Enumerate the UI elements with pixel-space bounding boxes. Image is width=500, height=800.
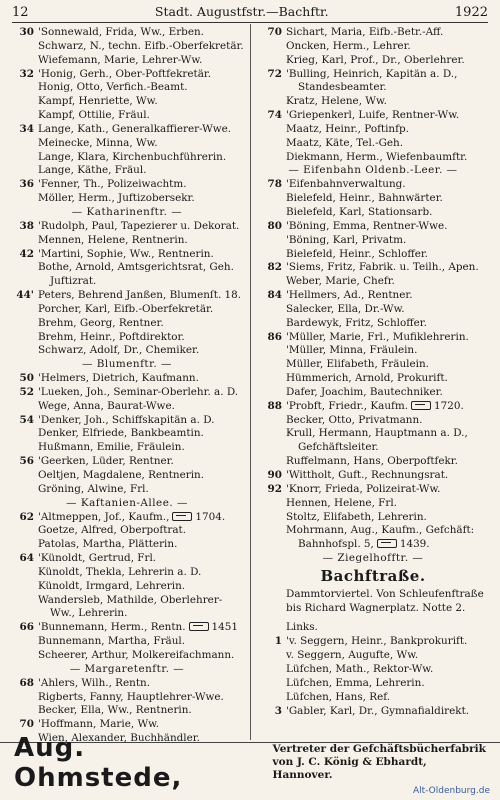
directory-entry	[256, 137, 490, 151]
entry-text: 'Böning, Karl, Privatm.	[286, 233, 407, 246]
entry-text: 'Hoffmann, Marie, Ww.	[38, 718, 160, 731]
entry-text: 'Bulling, Heinrich, Kapitän a. D.,	[286, 67, 458, 80]
left-column	[8, 26, 246, 746]
house-number: 44'	[16, 289, 34, 302]
directory-entry	[8, 137, 246, 151]
directory-entry	[8, 566, 246, 580]
directory-entry	[8, 68, 246, 82]
directory-entry	[256, 261, 490, 275]
street-divider: — Kaftanien-Allee. —	[66, 496, 188, 509]
entry-text: Bothe, Arnold, Amtsgerichtsrat, Geh.	[38, 261, 234, 274]
directory-entry	[256, 663, 490, 677]
ad-line: Vertreter der Gefchäftsbücherfabrik	[272, 743, 486, 755]
directory-entry	[256, 26, 490, 40]
entry-text: Brehm, Heinr., Poftdirektor.	[38, 330, 185, 343]
directory-entry	[256, 497, 490, 511]
directory-entry	[256, 109, 490, 123]
directory-entry	[256, 511, 490, 525]
entry-text: 'Denker, Joh., Schiffskapitän a. D.	[38, 413, 215, 426]
entry-text: Mennen, Helene, Rentnerin.	[38, 233, 188, 246]
directory-entry	[8, 317, 246, 331]
house-number: 56	[19, 455, 34, 468]
house-number: 66	[19, 621, 34, 634]
entry-text: Mohrmann, Aug., Kaufm., Gefchäft:	[286, 524, 475, 537]
entry-text: Maatz, Käte, Tel.-Geh.	[286, 136, 404, 149]
directory-entry	[8, 704, 246, 718]
directory-entry	[8, 511, 246, 525]
house-number: 64	[19, 552, 34, 565]
entry-text: Hennen, Helene, Frl.	[286, 496, 397, 509]
directory-entry	[256, 234, 490, 248]
entry-text: Wandersleb, Mathilde, Oberlehrer-	[38, 593, 223, 606]
house-number: 80	[267, 219, 282, 232]
header-rule	[12, 22, 488, 23]
entry-text: 'Helmers, Dietrich, Kaufmann.	[38, 372, 199, 385]
ad-company-name: Aug. Ohmstede,	[14, 732, 183, 793]
street-section-title: Bachftraße.	[320, 566, 426, 585]
entry-text: 'Lueken, Joh., Seminar-Oberlehr. a. D.	[38, 385, 239, 398]
directory-entry	[256, 192, 490, 206]
directory-entry	[256, 151, 490, 165]
entry-text: Möller, Herm., Juftizobersekr.	[38, 192, 195, 205]
directory-entry	[256, 621, 490, 635]
directory-entry	[256, 123, 490, 137]
directory-entry	[8, 718, 246, 732]
directory-entry	[8, 538, 246, 552]
directory-entry	[8, 621, 246, 635]
house-number: 70	[19, 718, 34, 731]
telephone-icon	[189, 622, 209, 631]
entry-text: Lange, Klara, Kirchenbuchführerin.	[38, 150, 227, 163]
entry-text: Krieg, Karl, Prof., Dr., Oberlehrer.	[286, 53, 465, 66]
street-divider: — Eifenbahn Oldenb.-Leer. —	[288, 164, 458, 177]
ad-description	[273, 743, 486, 782]
entry-text: Rigberts, Fanny, Hauptlehrer-Wwe.	[38, 690, 224, 703]
entry-text: Salecker, Ella, Dr.-Ww.	[286, 302, 405, 315]
house-number: 1	[274, 635, 282, 648]
entry-text: 'Ahlers, Wilh., Rentn.	[38, 676, 151, 689]
entry-text: bis Richard Wagnerplatz. Notte 2.	[286, 601, 466, 614]
entry-text: Links.	[286, 621, 318, 634]
directory-entry	[256, 386, 490, 400]
directory-entry	[8, 455, 246, 469]
entry-continuation	[8, 275, 246, 289]
directory-entry	[256, 68, 490, 82]
entry-text: Bielefeld, Karl, Stationsarb.	[286, 205, 433, 218]
entry-text: Porcher, Karl, Eifb.-Oberfekretär.	[38, 302, 214, 315]
house-number: 84	[267, 289, 282, 302]
entry-text: Ww., Lehrerin.	[50, 607, 128, 620]
entry-text: 'Künoldt, Gertrud, Frl.	[38, 552, 157, 565]
entry-text: 'Sonnewald, Frida, Ww., Erben.	[38, 26, 204, 38]
entry-text: Peters, Behrend Janßen, Blumenſt. 18.	[38, 289, 242, 302]
entry-text: Schwarz, Adolf, Dr., Chemiker.	[38, 344, 200, 357]
entry-text: 'Honig, Gerh., Ober-Poftfekretär.	[38, 67, 212, 80]
entry-text: Lange, Käthe, Fräul.	[38, 164, 147, 177]
page-year: 1922	[454, 5, 488, 20]
entry-text: 'Bunnemann, Herm., Rentn.	[38, 621, 186, 634]
ad-line: von J. C. König & Ebhardt, Hannover.	[272, 756, 427, 781]
house-number: 42	[19, 247, 34, 260]
directory-entry	[8, 220, 246, 234]
directory-entry	[8, 552, 246, 566]
directory-entry	[256, 588, 490, 602]
entry-text: Sichart, Maria, Eifb.-Betr.-Aff.	[286, 26, 444, 38]
entry-text: Weber, Marie, Chefr.	[286, 275, 395, 288]
entry-text: 'Müller, Marie, Frl., Mufiklehrerin.	[286, 330, 469, 343]
house-number: 54	[19, 413, 34, 426]
telephone-icon	[172, 512, 192, 521]
directory-entry	[8, 26, 246, 40]
page-header	[12, 4, 488, 22]
house-number: 72	[267, 67, 282, 80]
directory-entry	[8, 441, 246, 455]
entry-text: Kratz, Helene, Ww.	[286, 95, 387, 108]
entry-continuation	[8, 607, 246, 621]
entry-text: Stoltz, Elifabeth, Lehrerin.	[286, 510, 427, 523]
directory-entry	[256, 248, 490, 262]
directory-entry	[8, 261, 246, 275]
directory-entry	[8, 40, 246, 54]
directory-entry	[8, 54, 246, 68]
watermark-text: Alt-Oldenburg.de	[412, 786, 490, 796]
entry-text: Becker, Ella, Ww., Rentnerin.	[38, 704, 192, 717]
directory-entry	[8, 248, 246, 262]
entry-text: Künoldt, Thekla, Lehrerin a. D.	[38, 565, 202, 578]
entry-text: Bielefeld, Heinr., Schloffer.	[286, 247, 428, 260]
entry-text: Bahnhofspl. 5,	[298, 538, 374, 551]
directory-entry	[8, 483, 246, 497]
house-number: 82	[267, 261, 282, 274]
directory-entry	[8, 289, 246, 303]
entry-text: Lüfchen, Hans, Ref.	[286, 690, 391, 703]
directory-entry	[256, 317, 490, 331]
directory-entry	[8, 123, 246, 137]
entry-text: Becker, Otto, Privatmann.	[286, 413, 423, 426]
telephone-icon	[411, 401, 431, 410]
directory-entry	[256, 289, 490, 303]
directory-entry	[256, 275, 490, 289]
entry-text: 'Altmeppen, Jof., Kaufm.,	[38, 510, 170, 523]
entry-text: 'Gabler, Karl, Dr., Gymnafialdirekt.	[286, 704, 470, 717]
entry-text: Schwarz, N., techn. Eifb.-Oberfekretär.	[38, 39, 244, 52]
house-number: 62	[19, 510, 34, 523]
directory-entry	[8, 691, 246, 705]
house-number: 88	[267, 399, 282, 412]
entry-text: 'Siems, Fritz, Fabrik. u. Teilh., Apen.	[286, 261, 479, 274]
house-number: 86	[267, 330, 282, 343]
directory-entry	[256, 649, 490, 663]
directory-entry	[8, 303, 246, 317]
house-number: 34	[19, 122, 34, 135]
entry-text: Hußmann, Emilie, Fräulein.	[38, 441, 185, 454]
directory-entry	[256, 372, 490, 386]
entry-text: Honig, Otto, Verfich.-Beamt.	[38, 81, 188, 94]
entry-continuation	[256, 538, 490, 552]
entry-text: Maatz, Heinr., Poftinfp.	[286, 122, 409, 135]
entry-text: Juftizrat.	[50, 275, 97, 288]
entry-text: 'Geerken, Lüder, Rentner.	[38, 455, 174, 468]
entry-text: Gröning, Alwine, Frl.	[38, 482, 149, 495]
house-number: 36	[19, 178, 34, 191]
entry-text: Oeltjen, Magdalene, Rentnerin.	[38, 469, 205, 481]
directory-entry	[8, 580, 246, 594]
directory-entry	[8, 594, 246, 608]
house-number: 78	[267, 178, 282, 191]
entry-text: Kampf, Henriette, Ww.	[38, 95, 158, 108]
entry-text: 'Müller, Minna, Fräulein.	[286, 344, 418, 357]
street-divider: — Ziegelhofftr. —	[322, 552, 424, 565]
phone-number: 1720.	[434, 399, 464, 412]
directory-entry	[256, 455, 490, 469]
directory-entry	[8, 178, 246, 192]
house-number: 50	[19, 372, 34, 385]
directory-entry	[8, 81, 246, 95]
entry-text: Hümmerich, Arnold, Prokurift.	[286, 372, 448, 385]
entry-text: Bunnemann, Martha, Fräul.	[38, 635, 186, 648]
directory-entry	[8, 95, 246, 109]
column-divider	[250, 24, 251, 740]
entry-text: 'Eifenbahnverwaltung.	[286, 178, 406, 191]
entry-text: 'Fenner, Th., Polizeiwachtm.	[38, 178, 187, 191]
directory-entry	[8, 469, 246, 483]
directory-entry	[256, 220, 490, 234]
directory-entry	[256, 400, 490, 414]
directory-entry	[256, 358, 490, 372]
entry-text: Meinecke, Minna, Ww.	[38, 136, 158, 149]
directory-entry	[256, 705, 490, 719]
street-divider: — Blumenftr. —	[82, 358, 172, 371]
entry-text: Denker, Elfriede, Bankbeamtin.	[38, 427, 204, 440]
directory-entry	[256, 602, 490, 616]
directory-entry	[256, 427, 490, 441]
entry-text: Scheerer, Arthur, Molkereifachmann.	[38, 648, 235, 661]
phone-number: 1439.	[399, 538, 430, 551]
house-number: 68	[19, 676, 34, 689]
right-column	[256, 26, 490, 718]
directory-entry	[256, 677, 490, 691]
entry-text: Krull, Hermann, Hauptmann a. D.,	[286, 427, 468, 440]
directory-entry	[256, 469, 490, 483]
entry-text: 'Böning, Emma, Rentner-Wwe.	[286, 219, 448, 232]
house-number: 32	[19, 67, 34, 80]
house-number: 38	[19, 219, 34, 232]
entry-text: Künoldt, Irmgard, Lehrerin.	[38, 579, 186, 592]
house-number: 3	[274, 704, 282, 717]
directory-entry	[8, 151, 246, 165]
entry-text: 'Probft, Friedr., Kaufm.	[286, 399, 409, 412]
page-number: 12	[12, 5, 29, 20]
directory-entry	[8, 109, 246, 123]
directory-entry	[256, 331, 490, 345]
entry-text: v. Seggern, Augufte, Ww.	[286, 649, 419, 662]
house-number: 52	[19, 385, 34, 398]
entry-text: Bielefeld, Heinr., Bahnwärter.	[286, 192, 443, 205]
entry-text: Müller, Elifabeth, Fräulein.	[286, 358, 429, 371]
directory-entry	[256, 344, 490, 358]
entry-text: Lange, Kath., Generalkaffierer-Wwe.	[38, 122, 232, 135]
directory-entry	[256, 40, 490, 54]
entry-text: Wiefemann, Marie, Lehrer-Ww.	[38, 53, 203, 66]
entry-text: Patolas, Martha, Plätterin.	[38, 538, 178, 551]
house-number: 92	[267, 482, 282, 495]
house-number: 74	[267, 109, 282, 122]
directory-entry	[256, 414, 490, 428]
directory-entry	[8, 400, 246, 414]
directory-entry	[8, 192, 246, 206]
entry-text: 'Hellmers, Ad., Rentner.	[286, 289, 413, 302]
directory-entry	[256, 635, 490, 649]
directory-entry	[8, 164, 246, 178]
entry-text: Ruffelmann, Hans, Oberpoftfekr.	[286, 455, 458, 468]
entry-continuation	[256, 81, 490, 95]
directory-entry	[256, 178, 490, 192]
entry-continuation	[256, 441, 490, 455]
directory-entry	[8, 414, 246, 428]
entry-text: Wien, Alexander, Buchhändler.	[38, 732, 200, 745]
telephone-icon	[377, 539, 397, 548]
house-number: 90	[267, 469, 282, 481]
entry-text: Oncken, Herm., Lehrer.	[286, 39, 411, 52]
entry-text: Lüfchen, Math., Rektor-Ww.	[286, 662, 434, 675]
directory-entry	[256, 303, 490, 317]
directory-entry	[8, 524, 246, 538]
directory-entry	[8, 677, 246, 691]
directory-entry	[8, 427, 246, 441]
entry-text: Bardewyk, Fritz, Schloffer.	[286, 316, 427, 329]
entry-text: Dammtorviertel. Von Schleufenftraße	[286, 587, 484, 600]
directory-entry	[256, 54, 490, 68]
phone-number: 1451	[211, 621, 238, 634]
entry-text: 'v. Seggern, Heinr., Bankprokurift.	[286, 635, 468, 648]
phone-number: 1704.	[195, 510, 226, 523]
directory-entry	[8, 372, 246, 386]
entry-text: Dafer, Joachim, Bautechniker.	[286, 385, 443, 398]
street-divider: — Margaretenftr. —	[69, 662, 185, 675]
entry-text: Standesbeamter.	[298, 81, 387, 94]
entry-text: 'Martini, Sophie, Ww., Rentnerin.	[38, 247, 214, 260]
street-divider: — Katharinenftr. —	[71, 205, 183, 218]
directory-entry	[8, 331, 246, 345]
directory-entry	[256, 524, 490, 538]
entry-text: 'Rudolph, Paul, Tapezierer u. Dekorat.	[38, 219, 240, 232]
directory-entry	[8, 234, 246, 248]
entry-text: Brehm, Georg, Rentner.	[38, 316, 164, 329]
entry-text: Wege, Anna, Baurat-Wwe.	[38, 399, 175, 412]
directory-entry	[8, 344, 246, 358]
entry-text: 'Knorr, Frieda, Polizeirat-Ww.	[286, 482, 441, 495]
entry-text: Gefchäftsleiter.	[298, 441, 379, 454]
house-number: 30	[19, 26, 34, 38]
entry-text: Goetze, Alfred, Oberpoftrat.	[38, 524, 187, 537]
entry-text: Lüfchen, Emma, Lehrerin.	[286, 676, 425, 689]
directory-entry	[256, 206, 490, 220]
directory-entry	[8, 386, 246, 400]
house-number: 70	[267, 26, 282, 38]
entry-text: Kampf, Ottilie, Fräul.	[38, 109, 150, 122]
entry-text: 'Wittholt, Guft., Rechnungsrat.	[286, 469, 449, 481]
directory-entry	[8, 649, 246, 663]
directory-entry	[8, 635, 246, 649]
directory-entry	[256, 95, 490, 109]
entry-text: Diekmann, Herm., Wiefenbaumftr.	[286, 150, 468, 163]
directory-entry	[256, 483, 490, 497]
page-title: Stadt. Augustfstr.—Bachftr.	[154, 4, 329, 19]
directory-entry	[256, 691, 490, 705]
entry-text: 'Griepenkerl, Luife, Rentner-Ww.	[286, 109, 460, 122]
